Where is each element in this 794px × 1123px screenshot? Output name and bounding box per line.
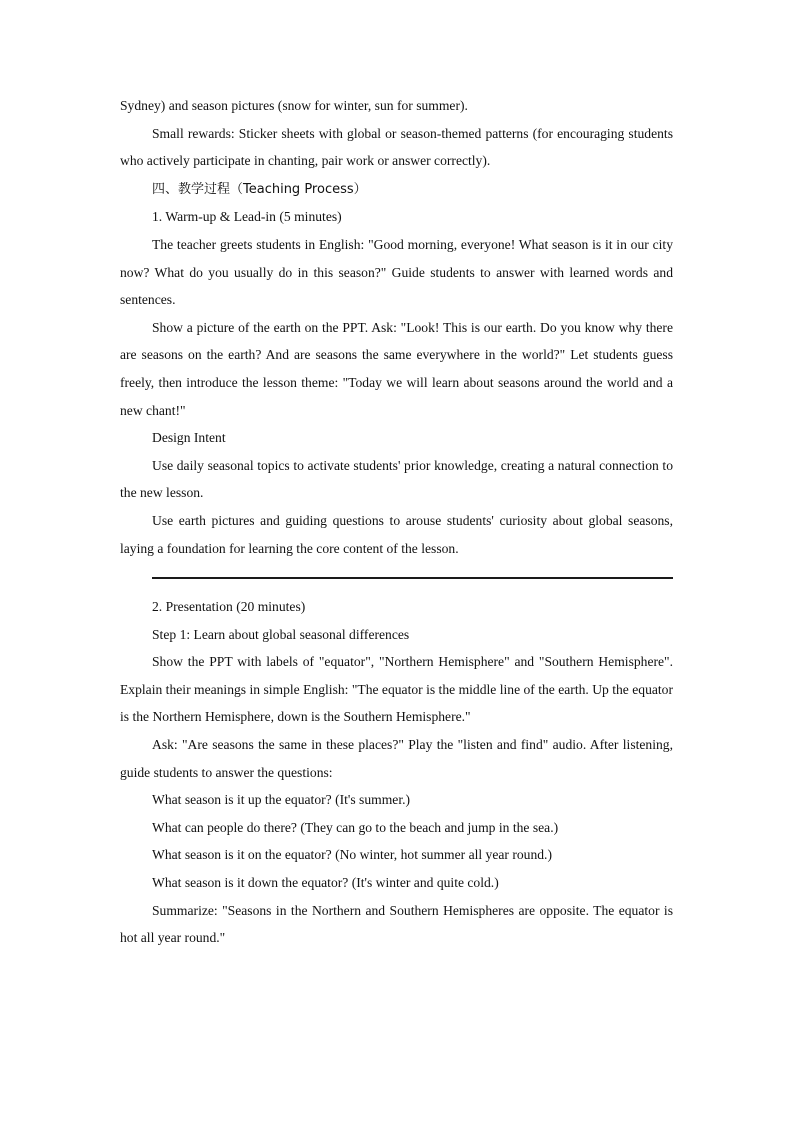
warmup-paragraph-1: The teacher greets students in English: "Good morning, everyone! What season is it in our city now? What do you usually do in this season?" Guide students to answer with learned words and sentences.: [120, 236, 673, 308]
section-heading-text: 四、教学过程（Teaching Process）: [152, 181, 367, 197]
presentation-step-label: Step 1: Learn about global seasonal differences: [152, 626, 410, 642]
question-1: What season is it up the equator? (It's summer.): [152, 792, 411, 808]
design-intent-label: Design Intent: [152, 430, 226, 446]
section-heading: [120, 175, 673, 204]
design-intent-1: Use daily seasonal topics to activate students' prior knowledge, creating a natural connection to the new lesson.: [120, 457, 673, 501]
question-3: What season is it on the equator? (No winter, hot summer all year round.): [152, 847, 552, 863]
summary-paragraph: Summarize: "Seasons in the Northern and Southern Hemispheres are opposite. The equator is hot all year round.": [120, 902, 673, 946]
design-intent-2: Use earth pictures and guiding questions to arouse students' curiosity about global seasons, laying a foundation for learning the core content of the lesson.: [120, 512, 673, 556]
presentation-paragraph-2: Ask: "Are seasons the same in these places?" Play the "listen and find" audio. After listening, guide students to answer the questions:: [120, 737, 673, 780]
materials-continuation: Sydney) and season pictures (snow for winter, sun for summer).: [120, 98, 468, 113]
warmup-paragraph-2: Show a picture of the earth on the PPT. Ask: "Look! This is our earth. Do you know why there are seasons on the earth? And are seasons the same everywhere in the world?" Let students guess freely, then introduce the lesson theme: "Today we will learn about seasons around the world and a new chant!": [120, 319, 673, 418]
question-4: What season is it down the equator? (It's winter and quite cold.): [152, 875, 499, 891]
section-divider: [152, 577, 673, 579]
document-page: [120, 92, 673, 952]
presentation-paragraph-1: Show the PPT with labels of "equator", "Northern Hemisphere" and "Southern Hemisphere". Explain their meanings in simple English: "The equator is the middle line of the earth. Up the equator is the Northern Hemisphere, down is the Southern Hemisphere.": [120, 654, 673, 725]
question-2: What can people do there? (They can go to the beach and jump in the sea.): [152, 819, 559, 835]
presentation-title: 2. Presentation (20 minutes): [152, 599, 306, 615]
small-rewards-paragraph: Small rewards: Sticker sheets with global or season-themed patterns (for encouraging students who actively participate in chanting, pair work or answer correctly).: [120, 125, 673, 169]
warmup-title: 1. Warm-up & Lead-in (5 minutes): [152, 209, 342, 225]
